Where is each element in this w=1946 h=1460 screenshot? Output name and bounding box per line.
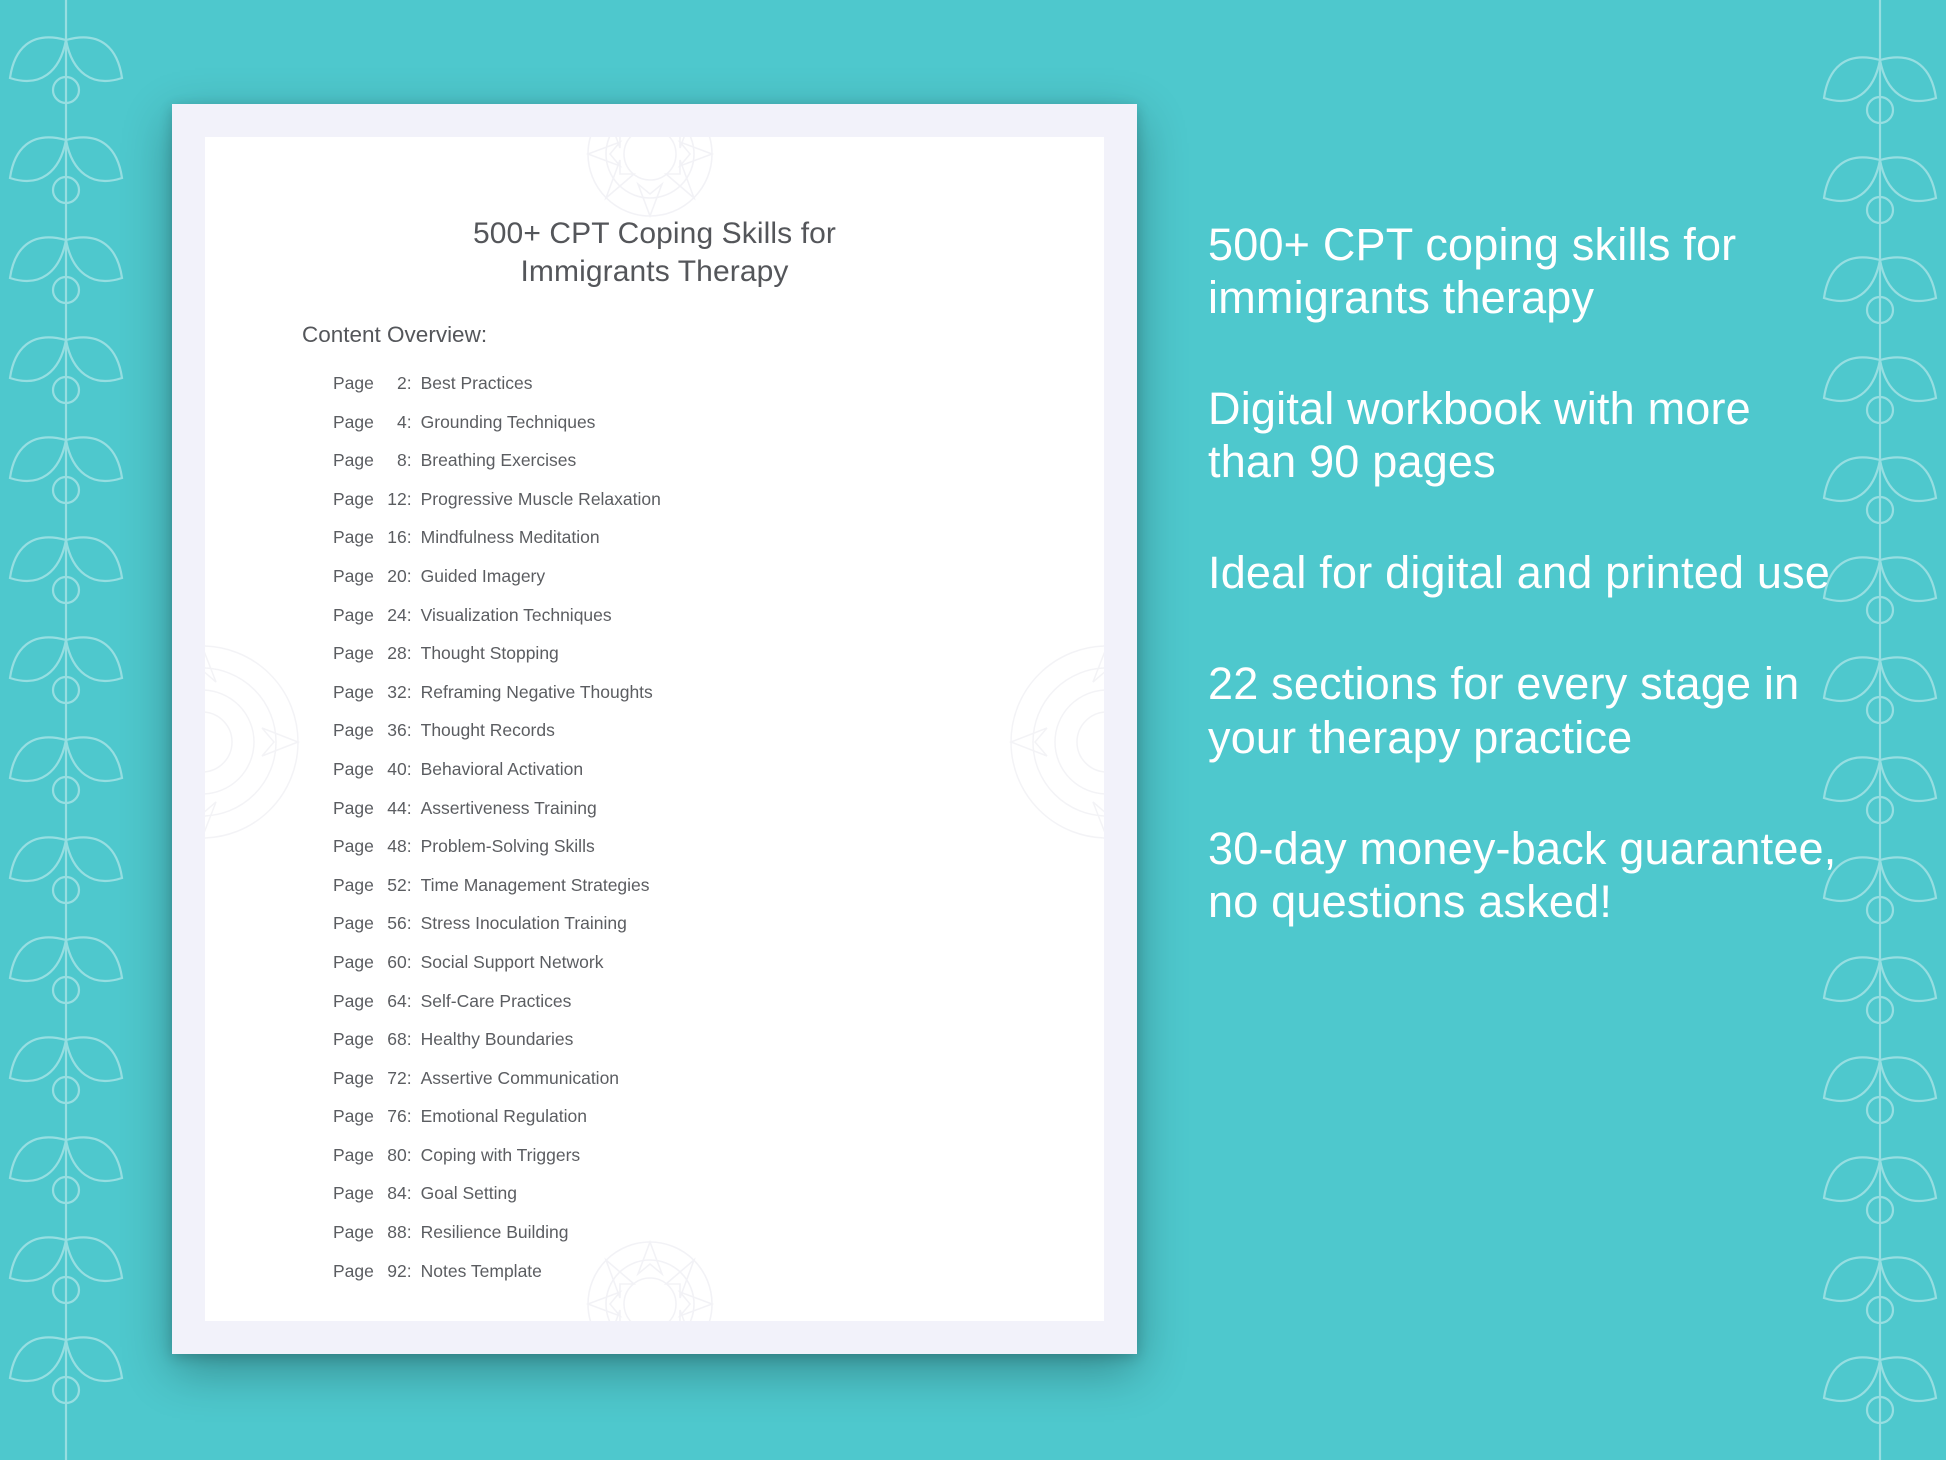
toc-row — [333, 411, 1064, 432]
toc-separator — [412, 529, 421, 547]
toc-page-value: 48 — [387, 836, 407, 857]
toc-page-number: Page 24: — [333, 604, 412, 625]
toc-page-word: Page — [333, 681, 374, 702]
table-of-contents — [333, 375, 1064, 1301]
toc-page-number: Page 20: — [333, 565, 412, 586]
toc-page-number: Page 2: — [333, 373, 412, 393]
toc-page-number: Page 4: — [333, 411, 412, 432]
toc-page-value: 44 — [387, 797, 407, 818]
toc-page-number: Page 8: — [333, 450, 412, 471]
marketing-bullet: Digital workbook with more than 90 pages — [1208, 383, 1751, 488]
toc-row — [333, 1031, 1064, 1049]
toc-section-label: Assertive Communication — [420, 1067, 620, 1088]
toc-page-word: Page — [333, 1067, 374, 1088]
toc-section-label: Behavioral Activation — [420, 758, 584, 779]
toc-page-word: Page — [333, 951, 374, 972]
toc-separator — [412, 491, 421, 509]
toc-page-number: Page 32: — [333, 681, 412, 702]
toc-page-word: Page — [333, 450, 374, 471]
toc-section-label: Coping with Triggers — [420, 1144, 581, 1165]
toc-separator — [412, 568, 421, 586]
toc-row — [333, 452, 1064, 470]
toc-row — [333, 375, 1064, 393]
toc-section-label: Emotional Regulation — [420, 1106, 587, 1127]
toc-page-value: 4 — [397, 411, 407, 432]
toc-page-word: Page — [333, 411, 374, 432]
floral-border-left-decoration — [0, 0, 132, 1460]
toc-page-value: 68 — [387, 1029, 407, 1050]
toc-separator — [412, 1147, 421, 1165]
toc-separator — [412, 375, 421, 393]
toc-row — [333, 1108, 1064, 1126]
toc-page-number: Page 48: — [333, 836, 412, 857]
toc-separator — [412, 1263, 421, 1281]
toc-page-value: 64 — [387, 990, 407, 1011]
toc-page-number: Page 28: — [333, 643, 412, 664]
toc-section-label: Progressive Muscle Relaxation — [420, 488, 661, 509]
toc-page-value: 2 — [397, 373, 407, 393]
toc-row — [333, 951, 1064, 972]
page-title-line-1: 500+ CPT Coping Skills for — [472, 217, 837, 250]
toc-separator — [412, 1108, 421, 1126]
toc-page-word: Page — [333, 1144, 374, 1165]
toc-section-label: Self-Care Practices — [420, 990, 572, 1011]
toc-page-value: 16 — [387, 527, 407, 548]
toc-row — [333, 645, 1064, 663]
toc-page-value: 76 — [387, 1106, 407, 1127]
toc-separator — [412, 800, 421, 818]
toc-page-word: Page — [333, 604, 374, 625]
toc-separator — [412, 645, 421, 663]
toc-row — [333, 722, 1064, 740]
toc-separator — [412, 915, 421, 933]
page-title — [205, 215, 1104, 292]
toc-page-value: 8 — [397, 450, 407, 471]
toc-row — [333, 1185, 1064, 1203]
toc-page-word: Page — [333, 836, 374, 857]
toc-section-label: Thought Records — [420, 720, 555, 741]
toc-page-number: Page 60: — [333, 951, 412, 972]
toc-page-number: Page 12: — [333, 488, 412, 509]
toc-page-word: Page — [333, 643, 374, 664]
toc-page-word: Page — [333, 527, 374, 548]
toc-section-label: Visualization Techniques — [420, 604, 612, 625]
toc-section-label: Reframing Negative Thoughts — [420, 681, 653, 702]
toc-row — [333, 1067, 1064, 1088]
toc-separator — [412, 1070, 421, 1088]
toc-separator — [412, 993, 421, 1011]
toc-page-word: Page — [333, 797, 374, 818]
toc-page-number: Page 68: — [333, 1029, 412, 1050]
toc-page-number: Page 72: — [333, 1067, 412, 1088]
toc-page-value: 84 — [387, 1183, 407, 1204]
toc-section-label: Mindfulness Meditation — [420, 527, 600, 548]
toc-page-word: Page — [333, 758, 374, 779]
toc-row — [333, 681, 1064, 702]
toc-section-label: Guided Imagery — [420, 565, 546, 586]
toc-page-value: 12 — [387, 488, 407, 509]
toc-section-label: Best Practices — [420, 373, 533, 393]
toc-page-word: Page — [333, 1260, 374, 1281]
toc-page-number: Page 52: — [333, 874, 412, 895]
toc-page-number: Page 64: — [333, 990, 412, 1011]
toc-page-value: 60 — [387, 951, 407, 972]
toc-separator — [412, 954, 421, 972]
toc-page-word: Page — [333, 565, 374, 586]
toc-separator — [412, 877, 421, 895]
toc-separator — [412, 684, 421, 702]
toc-page-word: Page — [333, 913, 374, 934]
toc-page-number: Page 92: — [333, 1260, 412, 1281]
marketing-bullet: 30-day money-back guarantee, no questions asked! — [1208, 822, 1837, 927]
toc-page-word: Page — [333, 1183, 374, 1204]
toc-separator — [412, 722, 421, 740]
toc-page-word: Page — [333, 874, 374, 895]
toc-separator — [412, 414, 421, 432]
toc-page-value: 72 — [387, 1067, 407, 1088]
toc-section-label: Goal Setting — [420, 1183, 517, 1204]
toc-row — [333, 1224, 1064, 1242]
marketing-bullets — [1208, 218, 1848, 928]
toc-row — [333, 915, 1064, 933]
page-title-line-2: Immigrants Therapy — [520, 255, 789, 289]
toc-row — [333, 990, 1064, 1011]
toc-page-value: 32 — [387, 681, 407, 702]
toc-page-value: 88 — [387, 1222, 407, 1243]
toc-section-label: Stress Inoculation Training — [420, 913, 627, 934]
toc-page-value: 56 — [387, 913, 407, 934]
toc-section-label: Breathing Exercises — [420, 450, 577, 471]
content-overview-label: Content Overview: — [302, 322, 488, 347]
toc-page-number: Page 84: — [333, 1183, 412, 1204]
toc-section-label: Problem-Solving Skills — [420, 836, 595, 857]
paper-page — [205, 137, 1104, 1321]
toc-page-number: Page 56: — [333, 913, 412, 934]
toc-page-word: Page — [333, 488, 374, 509]
toc-row — [333, 565, 1064, 586]
toc-row — [333, 529, 1064, 547]
toc-separator — [412, 1031, 421, 1049]
toc-row — [333, 488, 1064, 509]
toc-separator — [412, 1185, 421, 1203]
toc-section-label: Thought Stopping — [420, 643, 559, 664]
toc-section-label: Grounding Techniques — [420, 411, 596, 432]
toc-page-value: 40 — [387, 758, 407, 779]
toc-page-number: Page 80: — [333, 1144, 412, 1165]
toc-page-number: Page 44: — [333, 797, 412, 818]
toc-section-label: Resilience Building — [420, 1222, 569, 1243]
toc-page-value: 36 — [387, 720, 407, 741]
toc-page-word: Page — [333, 720, 374, 741]
toc-page-word: Page — [333, 1029, 374, 1050]
toc-row — [333, 797, 1064, 818]
toc-page-number: Page 76: — [333, 1106, 412, 1127]
toc-page-word: Page — [333, 1222, 374, 1243]
toc-section-label: Notes Template — [420, 1260, 542, 1281]
toc-section-label: Time Management Strategies — [420, 874, 650, 895]
toc-section-label: Healthy Boundaries — [420, 1029, 574, 1050]
toc-separator — [412, 452, 421, 470]
toc-page-number: Page 40: — [333, 758, 412, 779]
toc-section-label: Social Support Network — [420, 951, 604, 972]
toc-section-label: Assertiveness Training — [420, 797, 597, 818]
toc-page-value: 92 — [387, 1260, 407, 1281]
toc-row — [333, 758, 1064, 779]
toc-page-word: Page — [333, 990, 374, 1011]
toc-page-number: Page 16: — [333, 527, 412, 548]
toc-row — [333, 1144, 1064, 1165]
toc-page-word: Page — [333, 1106, 374, 1127]
toc-row — [333, 838, 1064, 856]
marketing-bullet: 500+ CPT coping skills for immigrants therapy — [1208, 219, 1737, 324]
document-preview — [172, 104, 1137, 1354]
toc-page-value: 20 — [387, 565, 407, 586]
toc-separator — [412, 761, 421, 779]
toc-separator — [412, 838, 421, 856]
toc-page-value: 52 — [387, 874, 407, 895]
toc-separator — [412, 1224, 421, 1242]
toc-row — [333, 874, 1064, 895]
toc-row — [333, 1260, 1064, 1281]
toc-page-number: Page 88: — [333, 1222, 412, 1243]
marketing-bullet: 22 sections for every stage in your therapy practice — [1208, 658, 1800, 763]
toc-separator — [412, 607, 421, 625]
toc-page-value: 80 — [387, 1144, 407, 1165]
toc-page-value: 28 — [387, 643, 407, 664]
marketing-bullet: Ideal for digital and printed use — [1208, 547, 1831, 599]
mandala-ornament-left-icon — [205, 637, 307, 847]
toc-page-number: Page 36: — [333, 720, 412, 741]
toc-page-word: Page — [333, 373, 374, 393]
toc-page-value: 24 — [387, 604, 407, 625]
toc-row — [333, 604, 1064, 625]
